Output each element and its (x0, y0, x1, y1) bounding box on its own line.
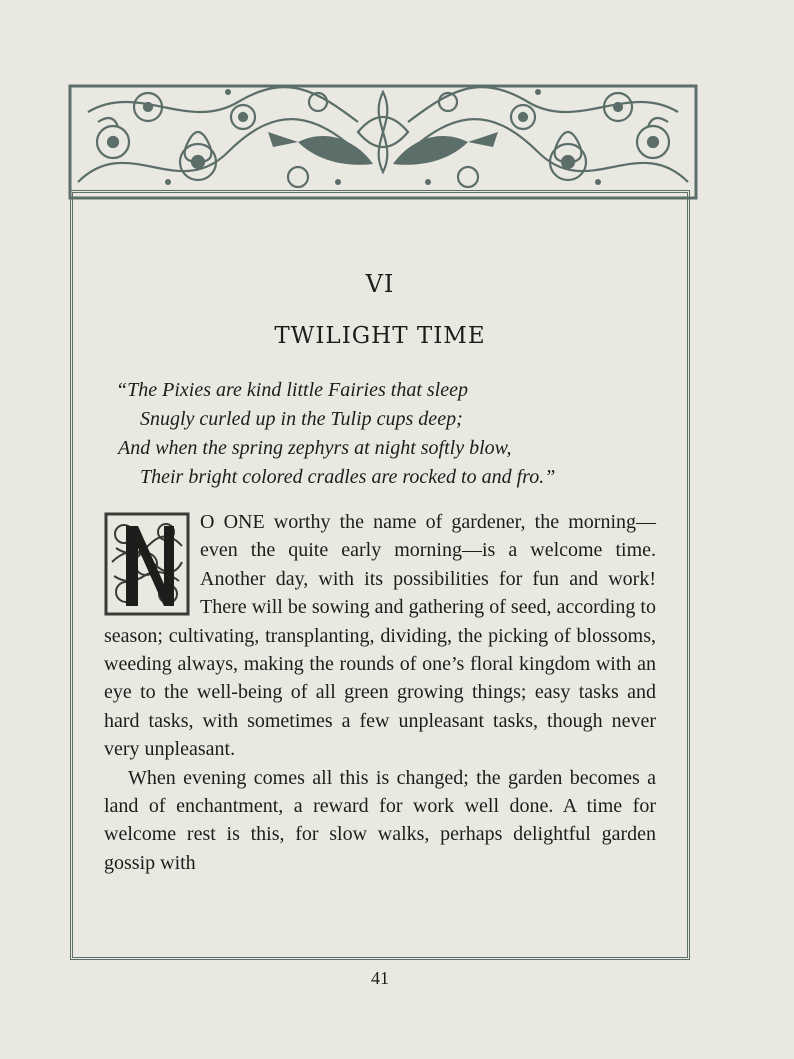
chapter-number: VI (365, 270, 395, 298)
paragraph: When evening comes all this is changed; the garden becomes a land of enchantment, a reward for work well done. A time for welcome rest is this, for slow walks, perhaps delightful garden gossip with (104, 766, 656, 874)
body-text (104, 508, 656, 877)
ornamental-dropcap-icon (104, 512, 190, 616)
verse-line: Snugly curled up in the Tulip cups deep; (140, 408, 463, 430)
verse-line: And when the spring zephyrs at night softly blow, (118, 437, 512, 459)
verse-line: Their bright colored cradles are rocked to and fro.” (140, 466, 556, 488)
chapter-title: TWILIGHT TIME (274, 323, 486, 349)
page-number: 41 (371, 968, 389, 988)
epigraph-verse (116, 376, 656, 492)
paragraph: O ONE worthy the name of gardener, the morning—even the quite early morning—is a welcome time. Another day, with its possibilities for fun and work! There will be sowing and gathering of seed, according to season; cultivating, transplanting, dividing, the picking of blossoms, weeding always, making the rounds of one’s floral kingdom with an eye to the well-being of all green growing things; easy tasks and hard tasks, with sometimes a few unpleasant tasks, though never very unpleasant. (104, 511, 656, 761)
verse-line: “The Pixies are kind little Fairies that sleep (116, 379, 468, 401)
floral-header-ornament (68, 72, 698, 200)
